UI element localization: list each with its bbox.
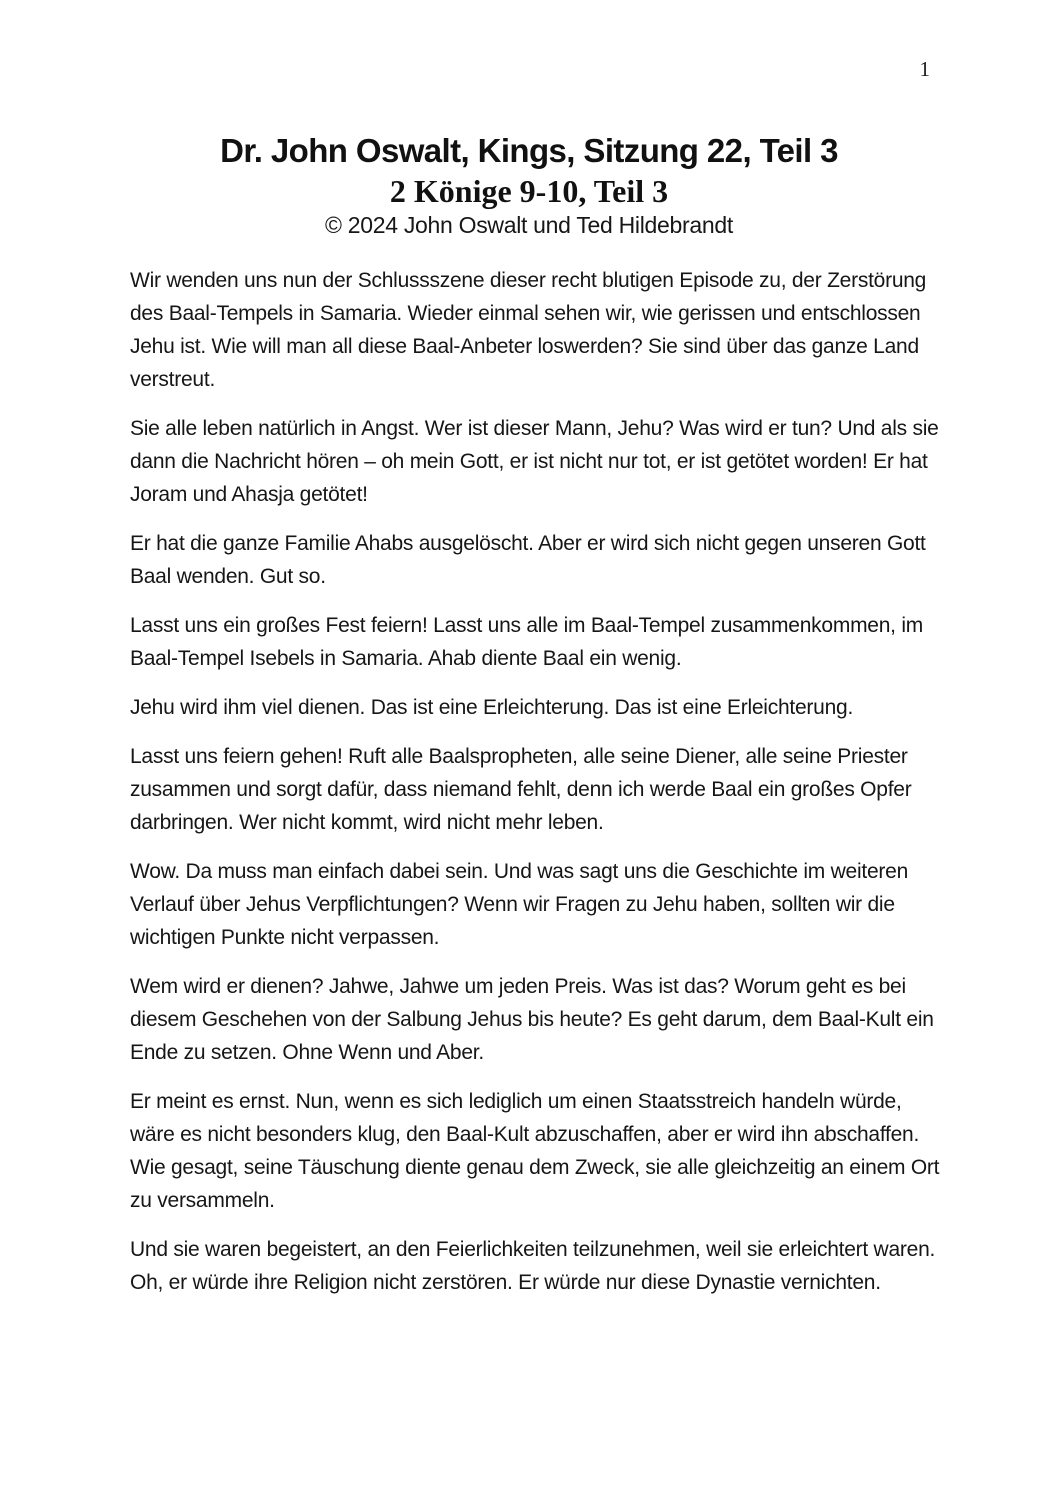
paragraph: Sie alle leben natürlich in Angst. Wer ist dieser Mann, Jehu? Was wird er tun? Und als sie dann die Nachricht hören – oh mein Gott, er ist nicht nur tot, er ist getötet worden! Er hat Joram und Ahasja getötet! [130, 417, 939, 506]
paragraph: Wem wird er dienen? Jahwe, Jahwe um jeden Preis. Was ist das? Worum geht es bei diesem Geschehen von der Salbung Jehus bis heute? Es geht darum, dem Baal-Kult ein Ende zu setzen. Ohne Wenn und Aber. [130, 975, 934, 1064]
paragraph: Wow. Da muss man einfach dabei sein. Und was sagt uns die Geschichte im weiteren Verlauf über Jehus Verpflichtungen? Wenn wir Fragen zu Jehu haben, sollten wir die wichtigen Punkte nicht verpassen. [130, 860, 908, 949]
paragraph: Wir wenden uns nun der Schlussszene dieser recht blutigen Episode zu, der Zerstörung des Baal-Tempels in Samaria. Wieder einmal sehen wir, wie gerissen und entschlossen Jehu ist. Wie will man all diese Baal-Anbeter loswerden? Sie sind über das ganze Land verstreut. [130, 269, 927, 391]
document-title: Dr. John Oswalt, Kings, Sitzung 22, Teil 3 [220, 132, 838, 169]
copyright-line: © 2024 John Oswalt und Ted Hildebrandt [325, 212, 733, 238]
document-header [0, 0, 1058, 239]
paragraph: Jehu wird ihm viel dienen. Das ist eine Erleichterung. Das ist eine Erleichterung. [130, 696, 854, 719]
paragraph: Lasst uns feiern gehen! Ruft alle Baalspropheten, alle seine Diener, alle seine Priester zusammen und sorgt dafür, dass niemand fehlt, denn ich werde Baal ein großes Opfer darbringen. Wer nicht kommt, wird nicht mehr leben. [130, 745, 912, 834]
document-subtitle: 2 Könige 9-10, Teil 3 [389, 173, 669, 209]
document-body [130, 264, 944, 1299]
paragraph: Er meint es ernst. Nun, wenn es sich lediglich um einen Staatsstreich handeln würde, wäre es nicht besonders klug, den Baal-Kult abzuschaffen, aber er wird ihn abschaffen. Wie gesagt, seine Täuschung diente genau dem Zweck, sie alle gleichzeitig an einem Ort zu versammeln. [130, 1090, 940, 1212]
paragraph: Er hat die ganze Familie Ahabs ausgelöscht. Aber er wird sich nicht gegen unseren Gott Baal wenden. Gut so. [130, 532, 926, 588]
page-number: 1 [919, 57, 930, 81]
paragraph: Und sie waren begeistert, an den Feierlichkeiten teilzunehmen, weil sie erleichtert waren. Oh, er würde ihre Religion nicht zerstören. Er würde nur diese Dynastie vernichten. [130, 1238, 936, 1294]
paragraph: Lasst uns ein großes Fest feiern! Lasst uns alle im Baal-Tempel zusammenkommen, im Baal-Tempel Isebels in Samaria. Ahab diente Baal ein wenig. [130, 614, 923, 670]
